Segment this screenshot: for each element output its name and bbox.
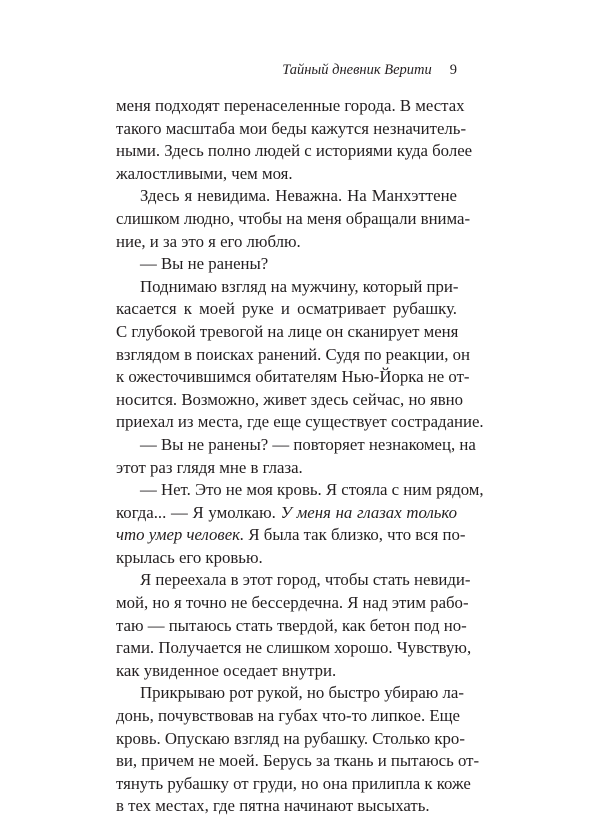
- text-line: взглядом в поисках ранений. Судя по реакции, он: [116, 344, 471, 364]
- text-line: таю — пытаюсь стать твердой, как бетон под но-: [116, 615, 467, 635]
- text-line: когда... — Я умолкаю. У меня на глазах только: [116, 502, 458, 522]
- text-line: как увиденное оседает внутри.: [116, 660, 337, 680]
- text-line: — Вы не ранены? — повторяет незнакомец, на: [140, 434, 476, 454]
- paragraph: [116, 185, 471, 253]
- paragraph: [116, 569, 472, 682]
- paragraph: [116, 682, 480, 818]
- text-line: Поднимаю взгляд на мужчину, который при-: [140, 276, 459, 296]
- text-line: что умер человек. Я была так близко, что вся по-: [116, 525, 466, 545]
- text-line: гами. Получается не слишком хорошо. Чувствую,: [116, 638, 472, 658]
- running-title: Тайный дневник Верити: [282, 62, 432, 78]
- text-line: крылась его кровью.: [116, 547, 263, 567]
- text-line: этот раз глядя мне в глаза.: [116, 457, 303, 477]
- page-number: 9: [449, 62, 457, 78]
- text-line: — Нет. Это не моя кровь. Я стояла с ним рядом,: [140, 480, 484, 500]
- text-line: кровь. Опускаю взгляд на рубашку. Столько кро-: [116, 728, 465, 748]
- italic-fragment: что умер человек.: [116, 525, 245, 545]
- paragraph: [116, 434, 476, 479]
- running-head: [116, 60, 457, 80]
- text-line: такого масштаба мои беды кажутся незначитель-: [116, 118, 467, 138]
- text-line: жалостливыми, чем моя.: [116, 163, 293, 183]
- italic-fragment: У меня на глазах только: [280, 502, 458, 522]
- text-line: к ожесточившимся обитателям Нью-Йорка не от-: [116, 367, 470, 387]
- text-line: приехал из места, где еще существует сострадание.: [116, 412, 484, 432]
- text-line: носится. Возможно, живет здесь сейчас, но явно: [116, 389, 464, 409]
- text-line: слишком людно, чтобы на меня обращали внима-: [116, 208, 471, 228]
- text-line: С глубокой тревогой на лице он сканирует меня: [116, 321, 459, 341]
- text-line: ви, причем не моей. Берусь за ткань и пытаюсь от-: [116, 751, 480, 771]
- text-line: меня подходят перенаселенные города. В местах: [116, 96, 465, 115]
- text-line: мой, но я точно не бессердечна. Я над этим рабо-: [116, 593, 469, 613]
- paragraph: [116, 95, 473, 185]
- text-line: касается к моей руке и осматривает рубашку.: [116, 299, 457, 319]
- text-line: тянуть рубашку от груди, но она прилипла к коже: [116, 773, 471, 793]
- text-line: ными. Здесь полно людей с историями куда более: [116, 141, 473, 161]
- text-line: Прикрываю рот рукой, но быстро убираю ла-: [140, 683, 464, 703]
- text-line: Здесь я невидима. Неважна. На Манхэттене: [140, 186, 457, 206]
- paragraph: [116, 253, 457, 276]
- body-text: [116, 95, 484, 818]
- text-line: — Вы не ранены?: [140, 254, 269, 274]
- text-line: Я переехала в этот город, чтобы стать невиди-: [140, 570, 471, 590]
- text-line: ние, и за это я его люблю.: [116, 231, 301, 251]
- text-line: донь, почувствовав на губах что-то липкое. Еще: [116, 706, 460, 726]
- paragraph: [116, 276, 484, 434]
- paragraph: [116, 479, 484, 569]
- text-line: в тех местах, где пятна начинают высыхать.: [116, 796, 430, 816]
